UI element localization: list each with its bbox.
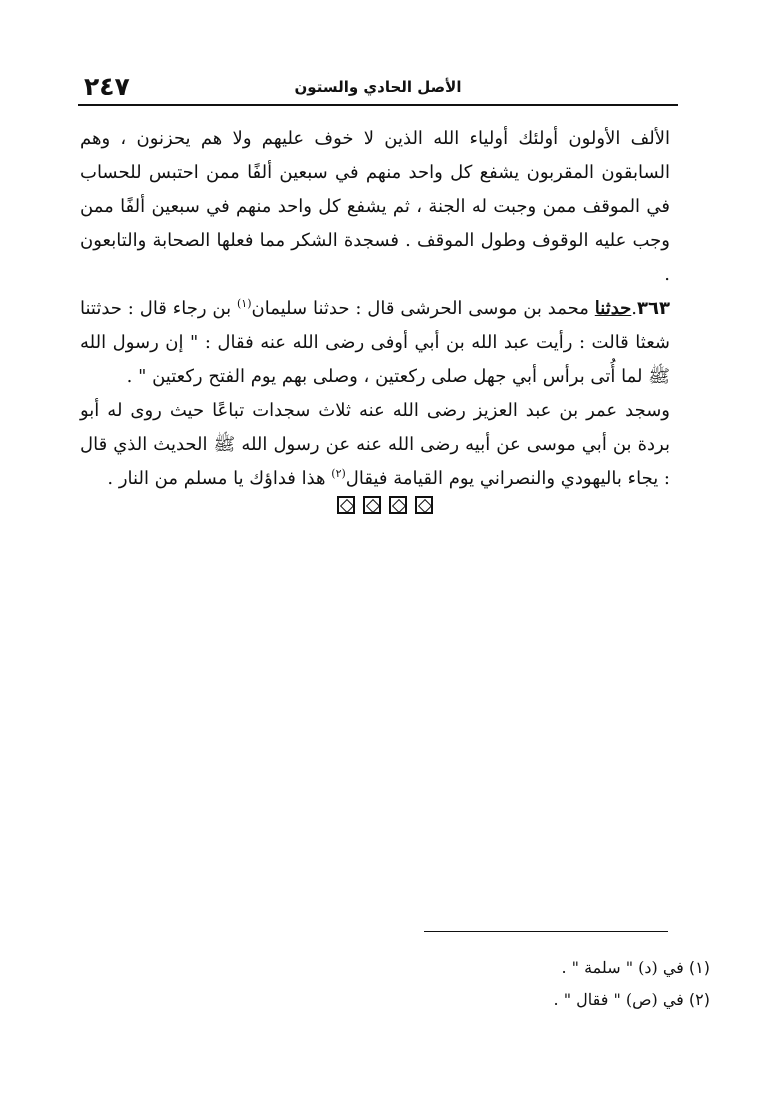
ornament-icon bbox=[363, 496, 381, 514]
footnote-2-text: في (ص) " فقال " . bbox=[553, 990, 684, 1009]
hadith-text-part2: بن رجاء قال : حدثتنا شعثا قالت : رأيت عبد الله بن أبي أوفى رضى الله عنه فقال : " إن رسول الله ﷺ لما أُتى برأس أبي جهل صلى ركعتين ، وصلى بهم يوم الفتح ركعتين " . bbox=[80, 298, 670, 387]
footnote-ref-1[interactable]: (١) bbox=[237, 297, 252, 310]
ornament-icon bbox=[337, 496, 355, 514]
paragraph-1: الألف الأولون أولئك أولياء الله الذين لا خوف عليهم ولا هم يحزنون ، وهم السابقون المقربون يشفع كل واحد منهم في سبعين ألفًا ممن احتبس للحساب في الموقف ممن وجبت له الجنة ، ثم يشفع كل واحد منهم في سبعين ألفًا ممن وجب عليه الوقوف وطول الموقف . فسجدة الشكر مما فعلها الصحابة والتابعون . bbox=[80, 128, 670, 285]
page-number: ٢٤٧ bbox=[84, 72, 130, 101]
footnote-1-number: (١) bbox=[688, 958, 710, 977]
footnote-1-text: في (د) " سلمة " . bbox=[561, 958, 684, 977]
paragraph-3 bbox=[80, 394, 670, 496]
hadith-number: ٣٦٣ bbox=[637, 298, 670, 319]
ornament-icon bbox=[415, 496, 433, 514]
hadith-text-part1: محمد بن موسى الحرشى قال : حدثنا سليمان bbox=[251, 298, 595, 319]
footnote-2-number: (٢) bbox=[688, 990, 710, 1009]
page-header bbox=[78, 70, 678, 106]
hadith-paragraph bbox=[80, 292, 670, 394]
footnotes bbox=[430, 952, 710, 1016]
running-title: الأصل الحادي والستون bbox=[294, 78, 462, 96]
ornament-icon bbox=[389, 496, 407, 514]
footnote-ref-2[interactable]: (٢) bbox=[331, 467, 346, 480]
footnote-2 bbox=[430, 984, 710, 1016]
haddathana-word: حدثنا bbox=[594, 298, 632, 319]
paragraph-3-part2: هذا فداؤك يا مسلم من النار . bbox=[107, 468, 332, 489]
footnote-1 bbox=[430, 952, 710, 984]
header-rule bbox=[78, 104, 678, 106]
hadith-dot: . bbox=[631, 298, 638, 319]
footnote-separator bbox=[424, 931, 668, 932]
section-divider-ornaments bbox=[0, 496, 770, 514]
body-text bbox=[80, 122, 670, 496]
paragraph-3-part1: وسجد عمر بن عبد العزيز رضى الله عنه ثلاث سجدات تباعًا حيث روى له أبو بردة بن أبي موسى عن أبيه رضى الله عنه عن رسول الله ﷺ الحديث الذي قال : يجاء باليهودي والنصراني يوم القيامة فيقال bbox=[80, 400, 670, 489]
